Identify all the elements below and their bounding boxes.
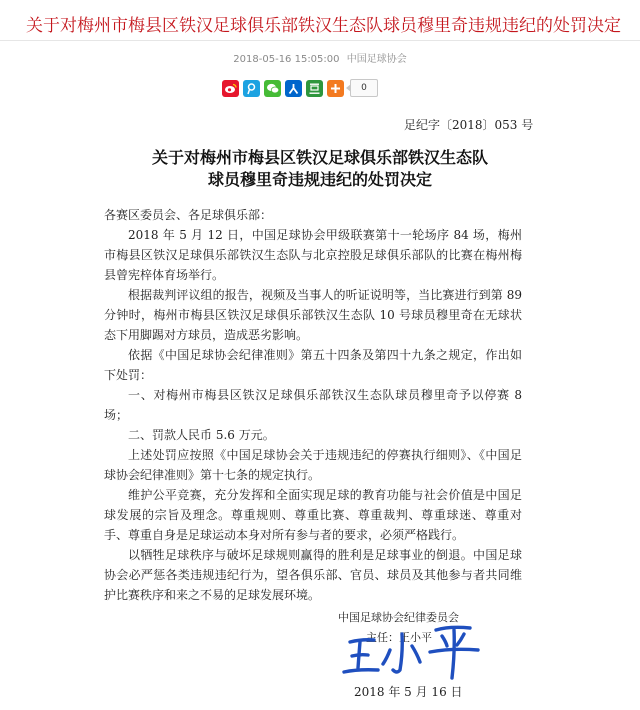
wechat-icon[interactable] (264, 80, 281, 97)
document-title-line-1: 关于对梅州市梅县区铁汉足球俱乐部铁汉生态队 (151, 148, 488, 167)
document-date: 2018 年 5 月 16 日 (354, 685, 463, 699)
document-title (100, 147, 540, 191)
article-meta (0, 50, 640, 65)
signature-organization: 中国足球协会纪律委员会 (338, 611, 459, 624)
penalty-item-1: 一、对梅州市梅县区铁汉足球俱乐部铁汉生态队球员穆里奇予以停赛 8 场； (104, 388, 522, 422)
penalty-item-2: 二、罚款人民币 5.6 万元。 (128, 428, 275, 442)
article-source: 中国足球协会 (346, 54, 407, 65)
paragraph: 维护公平竞赛，充分发挥和全面实现足球的教育功能与社会价值是中国足球发展的宗旨及理念。尊重规则、尊重比赛、尊重裁判、尊重球迷、尊重对手、尊重自身是足球运动本身对所有参与者的要求，必须严格践行。 (104, 488, 522, 542)
handwritten-signature (336, 612, 496, 682)
paragraph: 以牺牲足球秩序与破坏足球规则赢得的胜利是足球事业的倒退。中国足球协会必严惩各类违规违纪行为，望各俱乐部、官员、球员及其他参与者共同维护比赛秩序和来之不易的足球发展环境。 (104, 548, 522, 602)
salutation: 各赛区委员会、各足球俱乐部： (104, 208, 273, 222)
paragraph: 2018 年 5 月 12 日，中国足球协会甲级联赛第十一轮场序 84 场，梅州市梅县区铁汉足球俱乐部铁汉生态队与北京控股足球俱乐部队的比赛在梅州梅县曾宪梓体育场举行。 (104, 228, 522, 282)
share-count: 0 (350, 79, 378, 97)
weibo-icon[interactable] (222, 80, 239, 97)
document-number: 足纪字〔2018〕053 号 (404, 118, 534, 132)
paragraph: 根据裁判评议组的报告，视频及当事人的听证说明等，当比赛进行到第 89 分钟时，梅州市梅县区铁汉足球俱乐部铁汉生态队 10 号球员穆里奇在无球状态下用脚踢对方球员，造成恶劣影响。 (104, 288, 522, 342)
article-headline: 关于对梅州市梅县区铁汉足球俱乐部铁汉生态队球员穆里奇违规违纪的处罚决定 (26, 16, 621, 36)
more-share-icon[interactable] (327, 80, 344, 97)
article-headline-bar (0, 0, 640, 41)
tencent-weibo-icon[interactable] (243, 80, 260, 97)
publish-datetime: 2018-05-16 15:05:00 (233, 54, 340, 65)
share-bar (222, 78, 378, 98)
douban-icon[interactable] (306, 80, 323, 97)
paragraph: 依据《中国足球协会纪律准则》第五十四条及第四十九条之规定，作出如下处罚： (104, 348, 522, 382)
document-body (104, 205, 522, 605)
renren-icon[interactable] (285, 80, 302, 97)
paragraph: 上述处罚应按照《中国足球协会关于违规违纪的停赛执行细则》、《中国足球协会纪律准则》第十七条的规定执行。 (104, 448, 522, 482)
signature-director: 主任：王小平 (366, 631, 432, 644)
document-title-line-2: 球员穆里奇违规违纪的处罚决定 (207, 170, 432, 189)
